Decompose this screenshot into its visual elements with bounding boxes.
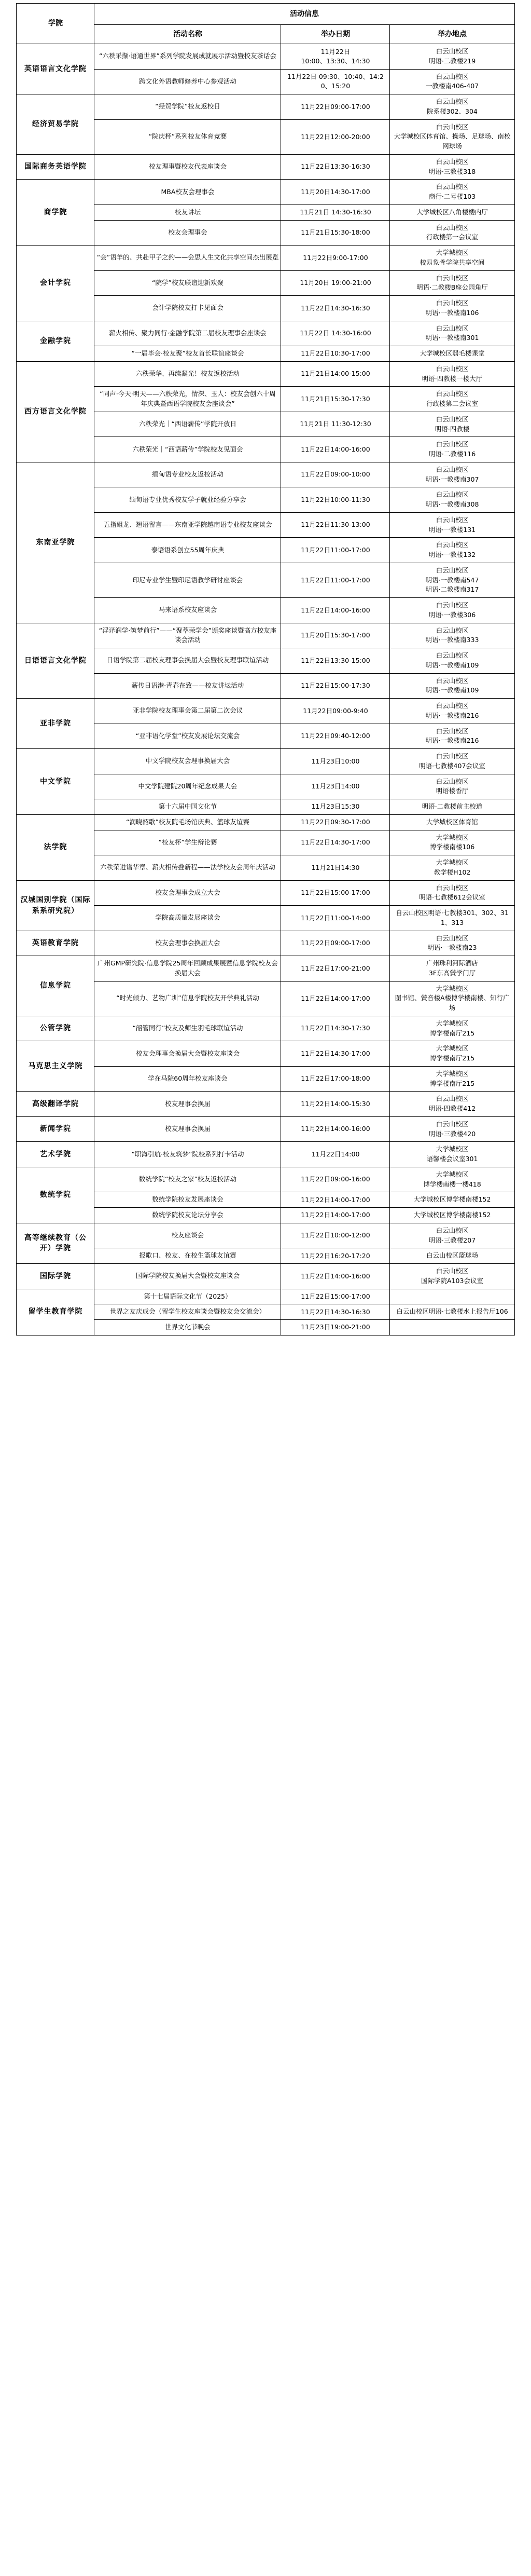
activity-place-cell: 大学城校区弱毛楼课堂 <box>390 346 514 362</box>
activity-place-cell: 白云山校区 行政楼第二会议室 <box>390 387 514 412</box>
activity-name-cell: “韶管同行”校友及师生羽毛球联谊活动 <box>94 1016 281 1041</box>
activity-name-cell: 学院高质量发展座谈会 <box>94 906 281 931</box>
header-activity-place: 举办地点 <box>390 25 514 44</box>
department-cell: 数统学院 <box>17 1167 94 1223</box>
activity-date-cell: 11月22日 14:30-16:00 <box>281 321 390 346</box>
activity-place-cell: 白云山校区 明语·一教楼306 <box>390 598 514 623</box>
activity-place-cell: 白云山校区 明语·四教楼412 <box>390 1092 514 1117</box>
activity-name-cell: 世界之友庆成会（留学生校友座谈会暨校友会交流会） <box>94 1304 281 1320</box>
activity-date-cell: 11月21日 14:30-16:30 <box>281 205 390 220</box>
activity-place-cell: 白云山校区 商行·二号楼103 <box>390 180 514 205</box>
activity-name-cell: 世界文化节晚会 <box>94 1320 281 1335</box>
activity-place-cell: 大学城校区 图书馆、黉音楼A楼博学楼南楼、知行广场 <box>390 981 514 1016</box>
activity-name-cell: 六秩荣华、再续凝光！校友返校活动 <box>94 361 281 387</box>
activity-place-cell: 白云山校区 明语·二教楼219 <box>390 44 514 70</box>
table-row <box>17 623 514 648</box>
activity-name-cell: “校友杯”学生辩论赛 <box>94 830 281 855</box>
table-row <box>17 931 514 956</box>
department-cell: 国际商务英语学院 <box>17 154 94 180</box>
table-row <box>17 1116 514 1142</box>
activity-place-cell: 大学城校区 博学楼南楼一楼418 <box>390 1167 514 1192</box>
activity-place-cell: 大学城校区 语馨楼会议室301 <box>390 1142 514 1167</box>
table-row <box>17 1041 514 1067</box>
table-row <box>17 246 514 271</box>
activity-place-cell: 白云山校区 行政楼第一会议室 <box>390 220 514 246</box>
activity-place-cell: 白云山校区 明语·四教楼 <box>390 412 514 437</box>
activity-place-cell: 白云山校区 明语·一教楼南109 <box>390 648 514 674</box>
activity-place-cell: 白云山校区 明语·三教楼318 <box>390 154 514 180</box>
activity-date-cell: 11月22日13:30-15:00 <box>281 648 390 674</box>
activity-place-cell: 白云山校区 国际学院A103会议室 <box>390 1264 514 1289</box>
activity-name-cell: “一届毕会·校友聚”校友首长联谊座谈会 <box>94 346 281 362</box>
table-row <box>17 94 514 120</box>
activity-name-cell: “时光倾力、艺物广圳”信息学院校友开学典礼活动 <box>94 981 281 1016</box>
activity-date-cell: 11月22日14:00-16:00 <box>281 1264 390 1289</box>
department-cell: 国际学院 <box>17 1264 94 1289</box>
activity-name-cell: 校友座谈会 <box>94 1223 281 1248</box>
activity-date-cell: 11月22日13:30-16:30 <box>281 154 390 180</box>
activity-name-cell: “经贸学院”校友返校日 <box>94 94 281 120</box>
activity-place-cell: 白云山校区 明语·三教楼420 <box>390 1116 514 1142</box>
activity-place-cell: 大学城校区 博学楼南厅215 <box>390 1066 514 1092</box>
activity-date-cell: 11月22日14:00-16:00 <box>281 1116 390 1142</box>
activity-name-cell: 六秩荣光｜“西语薪传”学院开放日 <box>94 412 281 437</box>
activity-name-cell: 学在马院60周年校友座谈会 <box>94 1066 281 1092</box>
activity-name-cell: “润晓韶歌”校友院毛场馆庆典、篮球友谊赛 <box>94 814 281 830</box>
activity-date-cell: 11月22日 10:00、13:30、14:30 <box>281 44 390 70</box>
activity-date-cell: 11月21日14:00-15:00 <box>281 361 390 387</box>
activity-name-cell: 日语学院第二届校友理事会换届大会暨校友理事联谊活动 <box>94 648 281 674</box>
table-row <box>17 154 514 180</box>
table-row <box>17 814 514 830</box>
activity-place-cell: 大学城校区八角楼楼内厅 <box>390 205 514 220</box>
table-row <box>17 699 514 724</box>
table-row <box>17 1223 514 1248</box>
activity-place-cell: 白云山校区 明语·一教楼南216 <box>390 699 514 724</box>
activity-date-cell: 11月22日14:00-17:00 <box>281 981 390 1016</box>
activity-date-cell: 11月22日11:00-17:00 <box>281 538 390 563</box>
activity-date-cell: 11月22日09:00-17:00 <box>281 931 390 956</box>
activity-date-cell: 11月22日14:30-17:00 <box>281 830 390 855</box>
activity-date-cell: 11月22日10:00-12:00 <box>281 1223 390 1248</box>
activity-date-cell: 11月22日17:00-21:00 <box>281 956 390 982</box>
activity-date-cell: 11月23日15:30 <box>281 799 390 815</box>
activity-name-cell: 会计学院校友打卡见面会 <box>94 296 281 321</box>
activity-name-cell: 亚非学院校友理事会第二届第二次会议 <box>94 699 281 724</box>
activity-place-cell: 大学城校区 博学楼南厅215 <box>390 1016 514 1041</box>
activity-place-cell: 白云山校区 明语·一教楼131 <box>390 512 514 538</box>
activity-date-cell: 11月21日15:30-17:30 <box>281 387 390 412</box>
table-row <box>17 180 514 205</box>
table-row <box>17 44 514 70</box>
department-cell: 东南亚学院 <box>17 462 94 623</box>
activity-place-cell: 白云山校区 明语·二教楼B座公园角厅 <box>390 270 514 296</box>
activity-date-cell: 11月22日14:00-16:00 <box>281 437 390 462</box>
activity-date-cell: 11月21日15:30-18:00 <box>281 220 390 246</box>
activity-place-cell <box>390 1289 514 1304</box>
table-row <box>17 1264 514 1289</box>
activity-name-cell: 马来语系校友座谈会 <box>94 598 281 623</box>
activity-place-cell: 白云山校区 明语楼香厅 <box>390 774 514 799</box>
activity-date-cell: 11月22日16:20-17:20 <box>281 1248 390 1264</box>
department-cell: 汉城国别学院（国际系系研究院） <box>17 880 94 931</box>
activity-date-cell: 11月22日14:30-17:00 <box>281 1041 390 1067</box>
activity-place-cell: 白云山校区篮球场 <box>390 1248 514 1264</box>
activity-place-cell: 大学城校区 教学楼H102 <box>390 855 514 881</box>
activity-place-cell: 大学城校区博学楼南楼152 <box>390 1192 514 1208</box>
activity-date-cell: 11月22日14:30-16:30 <box>281 296 390 321</box>
activity-name-cell: 中文学院校友会理事换届大会 <box>94 749 281 774</box>
activity-name-cell: “院学”校友联谊迎新欢聚 <box>94 270 281 296</box>
table-row <box>17 1142 514 1167</box>
activity-place-cell: 白云山校区 明语·一教楼132 <box>390 538 514 563</box>
activity-place-cell: 白云山校区 明语·一教楼南307 <box>390 462 514 487</box>
activity-date-cell: 11月22日10:00-11:30 <box>281 487 390 513</box>
table-row <box>17 1167 514 1192</box>
activity-date-cell: 11月22日14:30-16:30 <box>281 1304 390 1320</box>
department-cell: 中文学院 <box>17 749 94 815</box>
activity-place-cell: 白云山校区 明语·一教楼南301 <box>390 321 514 346</box>
department-cell: 信息学院 <box>17 956 94 1016</box>
activity-name-cell: 六秩荣进谱华章、薪火相传叠新程——法学校友会周年庆活动 <box>94 855 281 881</box>
activity-date-cell: 11月22日15:00-17:30 <box>281 673 390 699</box>
department-cell: 金融学院 <box>17 321 94 361</box>
activity-name-cell: 国际学院校友换届大会暨校友座谈会 <box>94 1264 281 1289</box>
table-body <box>17 44 514 1335</box>
activity-place-cell: 大学城校区博学楼南楼152 <box>390 1208 514 1223</box>
activity-date-cell: 11月22日10:30-17:00 <box>281 346 390 362</box>
table-row <box>17 956 514 982</box>
activity-name-cell: 校友理事会换届 <box>94 1092 281 1117</box>
activity-date-cell: 11月22日 09:30、10:40、14:20、15:20 <box>281 69 390 94</box>
activity-place-cell: 白云山校区明语·七教楼水上报告厅106 <box>390 1304 514 1320</box>
table-row <box>17 1289 514 1304</box>
activity-date-cell: 11月20日14:30-17:00 <box>281 180 390 205</box>
table-row <box>17 749 514 774</box>
activity-place-cell: 白云山校区 明语·一教楼南106 <box>390 296 514 321</box>
activity-date-cell: 11月20日 19:00-21:00 <box>281 270 390 296</box>
activity-date-cell: 11月22日11:00-17:00 <box>281 563 390 597</box>
activity-date-cell: 11月23日19:00-21:00 <box>281 1320 390 1335</box>
activity-name-cell: “同声·今天·明天——六秩荣光，情深、玉人：校友会创六十周年庆典暨西语学院校友会座谈会” <box>94 387 281 412</box>
activity-place-cell: 白云山校区 明语·一教楼南216 <box>390 724 514 749</box>
activity-name-cell: 泰语语系创立55周年庆典 <box>94 538 281 563</box>
activity-name-cell: 数统学院校友发展座谈会 <box>94 1192 281 1208</box>
activity-date-cell: 11月22日9:00-17:00 <box>281 246 390 271</box>
activity-date-cell: 11月22日09:00-16:00 <box>281 1167 390 1192</box>
activity-place-cell: 白云山校区 明语·一教楼南23 <box>390 931 514 956</box>
department-cell: 高级翻译学院 <box>17 1092 94 1117</box>
activity-name-cell: 数统学院“校友之家”校友返校活动 <box>94 1167 281 1192</box>
activity-place-cell: 广州珠利河际酒店 3F东高黉学门厅 <box>390 956 514 982</box>
activity-name-cell: 校友会理事会换届大会暨校友座谈会 <box>94 1041 281 1067</box>
activity-date-cell: 11月22日14:00 <box>281 1142 390 1167</box>
activity-date-cell: 11月22日09:40-12:00 <box>281 724 390 749</box>
activity-date-cell: 11月22日14:00-15:30 <box>281 1092 390 1117</box>
header-activity-date: 举办日期 <box>281 25 390 44</box>
activity-date-cell: 11月22日09:00-9:40 <box>281 699 390 724</box>
activity-name-cell: 中文学院建院20周年纪念成果大会 <box>94 774 281 799</box>
activity-date-cell: 11月22日09:00-17:00 <box>281 94 390 120</box>
activity-place-cell: 白云山校区 大学城校区体育馆、操场、足球场、南校网球场 <box>390 119 514 154</box>
activity-name-cell: “职海引航·校友筑梦”院校系列打卡活动 <box>94 1142 281 1167</box>
activity-date-cell: 11月22日14:00-17:00 <box>281 1192 390 1208</box>
activity-place-cell: 白云山校区 明语·一教楼南109 <box>390 673 514 699</box>
activity-date-cell: 11月22日15:00-17:00 <box>281 880 390 906</box>
activity-date-cell: 11月20日15:30-17:00 <box>281 623 390 648</box>
header-activity-info: 活动信息 <box>94 4 514 25</box>
header-dept: 学院 <box>17 4 94 44</box>
department-cell: 西方语言文化学院 <box>17 361 94 462</box>
table-row <box>17 880 514 906</box>
activity-place-cell: 白云山校区 明语·二教楼116 <box>390 437 514 462</box>
activity-place-cell: 白云山校区 明语·七教楼612会议室 <box>390 880 514 906</box>
table-row <box>17 321 514 346</box>
activity-place-cell: 大学城校区体育馆 <box>390 814 514 830</box>
activity-date-cell: 11月22日14:30-17:30 <box>281 1016 390 1041</box>
activity-name-cell: “浮译润学·筑梦前行”——“聚萃荣学会”颁奖座谈暨高方校友座谈会活动 <box>94 623 281 648</box>
activity-place-cell: 大学城校区 博学楼南厅215 <box>390 1041 514 1067</box>
activity-name-cell: 校友会理事会成立大会 <box>94 880 281 906</box>
activity-date-cell: 11月23日10:00 <box>281 749 390 774</box>
activity-place-cell: 白云山校区 一教楼南406-407 <box>390 69 514 94</box>
activity-place-cell: 大学城校区 校易象骨学院共享空间 <box>390 246 514 271</box>
department-cell: 亚非学院 <box>17 699 94 749</box>
activity-date-cell: 11月22日09:00-10:00 <box>281 462 390 487</box>
activity-name-cell: 校友会理事会换届大会 <box>94 931 281 956</box>
activity-name-cell: 校友讲坛 <box>94 205 281 220</box>
table-row <box>17 361 514 387</box>
department-cell: 英语语言文化学院 <box>17 44 94 94</box>
department-cell: 马克思主义学院 <box>17 1041 94 1092</box>
activity-name-cell: 校友理事会换届 <box>94 1116 281 1142</box>
activity-name-cell: “会”语羊的、共赴甲子之约——会思人生文化共享空间杰出展览 <box>94 246 281 271</box>
activity-place-cell: 白云山校区 院系楼302、304 <box>390 94 514 120</box>
table-row <box>17 462 514 487</box>
department-cell: 公管学院 <box>17 1016 94 1041</box>
table-row <box>17 1092 514 1117</box>
department-cell: 法学院 <box>17 814 94 880</box>
activity-place-cell: 白云山校区 明语·三教楼207 <box>390 1223 514 1248</box>
activity-place-cell: 明语·二教楼前主校道 <box>390 799 514 815</box>
department-cell: 商学院 <box>17 180 94 246</box>
activity-name-cell: 缅甸语专业优秀校友学子就业经验分享会 <box>94 487 281 513</box>
department-cell: 英语教育学院 <box>17 931 94 956</box>
activity-place-cell <box>390 1320 514 1335</box>
activity-name-cell: “六秩采撷·语通世界”系列学院发展成就展示活动暨校友茶话会 <box>94 44 281 70</box>
department-cell: 会计学院 <box>17 246 94 321</box>
activity-date-cell: 11月22日17:00-18:00 <box>281 1066 390 1092</box>
activity-name-cell: MBA校友会理事会 <box>94 180 281 205</box>
table-row <box>17 1016 514 1041</box>
department-cell: 高等继续教育（公开）学院 <box>17 1223 94 1263</box>
activity-place-cell: 大学城校区 博学楼南楼106 <box>390 830 514 855</box>
activity-date-cell: 11月21日14:30 <box>281 855 390 881</box>
activity-name-cell: “院庆杯”系列校友体育竞赛 <box>94 119 281 154</box>
activity-name-cell: “亚非语化学堂”校友发展论坛交流会 <box>94 724 281 749</box>
activity-date-cell: 11月22日15:00-17:00 <box>281 1289 390 1304</box>
activity-place-cell: 自云山校区明语·七教楼301、302、311、313 <box>390 906 514 931</box>
activity-place-cell: 白云山校区 明语·一教楼南308 <box>390 487 514 513</box>
department-cell: 新闻学院 <box>17 1116 94 1142</box>
activity-date-cell: 11月22日09:30-17:00 <box>281 814 390 830</box>
activity-place-cell: 白云山校区 明语·一教楼南547 明语·二教楼南317 <box>390 563 514 597</box>
activity-date-cell: 11月22日11:00-14:00 <box>281 906 390 931</box>
department-cell: 艺术学院 <box>17 1142 94 1167</box>
table-header-top <box>17 4 514 25</box>
activity-name-cell: 数统学院校友论坛分享会 <box>94 1208 281 1223</box>
department-cell: 经济贸易学院 <box>17 94 94 155</box>
activity-place-cell: 白云山校区 明语·四教楼一楼大厅 <box>390 361 514 387</box>
activity-name-cell: 五指姐龙、翘语留言——东南亚学院越南语专业校友座谈会 <box>94 512 281 538</box>
activity-date-cell: 11月22日14:00-16:00 <box>281 598 390 623</box>
activity-name-cell: 第十六届中国文化节 <box>94 799 281 815</box>
activity-place-cell: 白云山校区 明语·七教楼407会议室 <box>390 749 514 774</box>
activity-name-cell: 缅甸语专业校友返校活动 <box>94 462 281 487</box>
activity-date-cell: 11月22日11:30-13:00 <box>281 512 390 538</box>
activity-name-cell: 广州GMP研究院·信息学院25周年回顾成果展暨信息学院校友会换届大会 <box>94 956 281 982</box>
activity-name-cell: 校友会理事会 <box>94 220 281 246</box>
activity-date-cell: 11月22日14:00-17:00 <box>281 1208 390 1223</box>
activity-name-cell: 校友理事暨校友代表座谈会 <box>94 154 281 180</box>
activity-place-cell: 白云山校区 明语·一教楼南333 <box>390 623 514 648</box>
activity-date-cell: 11月22日12:00-20:00 <box>281 119 390 154</box>
activity-name-cell: 跨文化外语教师修养中心参观活动 <box>94 69 281 94</box>
activity-date-cell: 11月23日14:00 <box>281 774 390 799</box>
department-cell: 日语语言文化学院 <box>17 623 94 699</box>
activity-name-cell: 六秩荣光｜“西语薪传”学院校友见面会 <box>94 437 281 462</box>
activity-name-cell: 报歌口、校友、在校生篮球友谊赛 <box>94 1248 281 1264</box>
department-cell: 留学生教育学院 <box>17 1289 94 1335</box>
activity-name-cell: 薪火相传、聚力同行·金融学院第二届校友理事会座谈会 <box>94 321 281 346</box>
activity-name-cell: 第十七届语际文化节（2025） <box>94 1289 281 1304</box>
header-activity-name: 活动名称 <box>94 25 281 44</box>
activities-table <box>16 3 514 1335</box>
activity-date-cell: 11月21日 11:30-12:30 <box>281 412 390 437</box>
activity-name-cell: 薪传日语港·青春在致——校友讲坛活动 <box>94 673 281 699</box>
activity-name-cell: 印尼专业学生暨印尼语教学研讨座谈会 <box>94 563 281 597</box>
